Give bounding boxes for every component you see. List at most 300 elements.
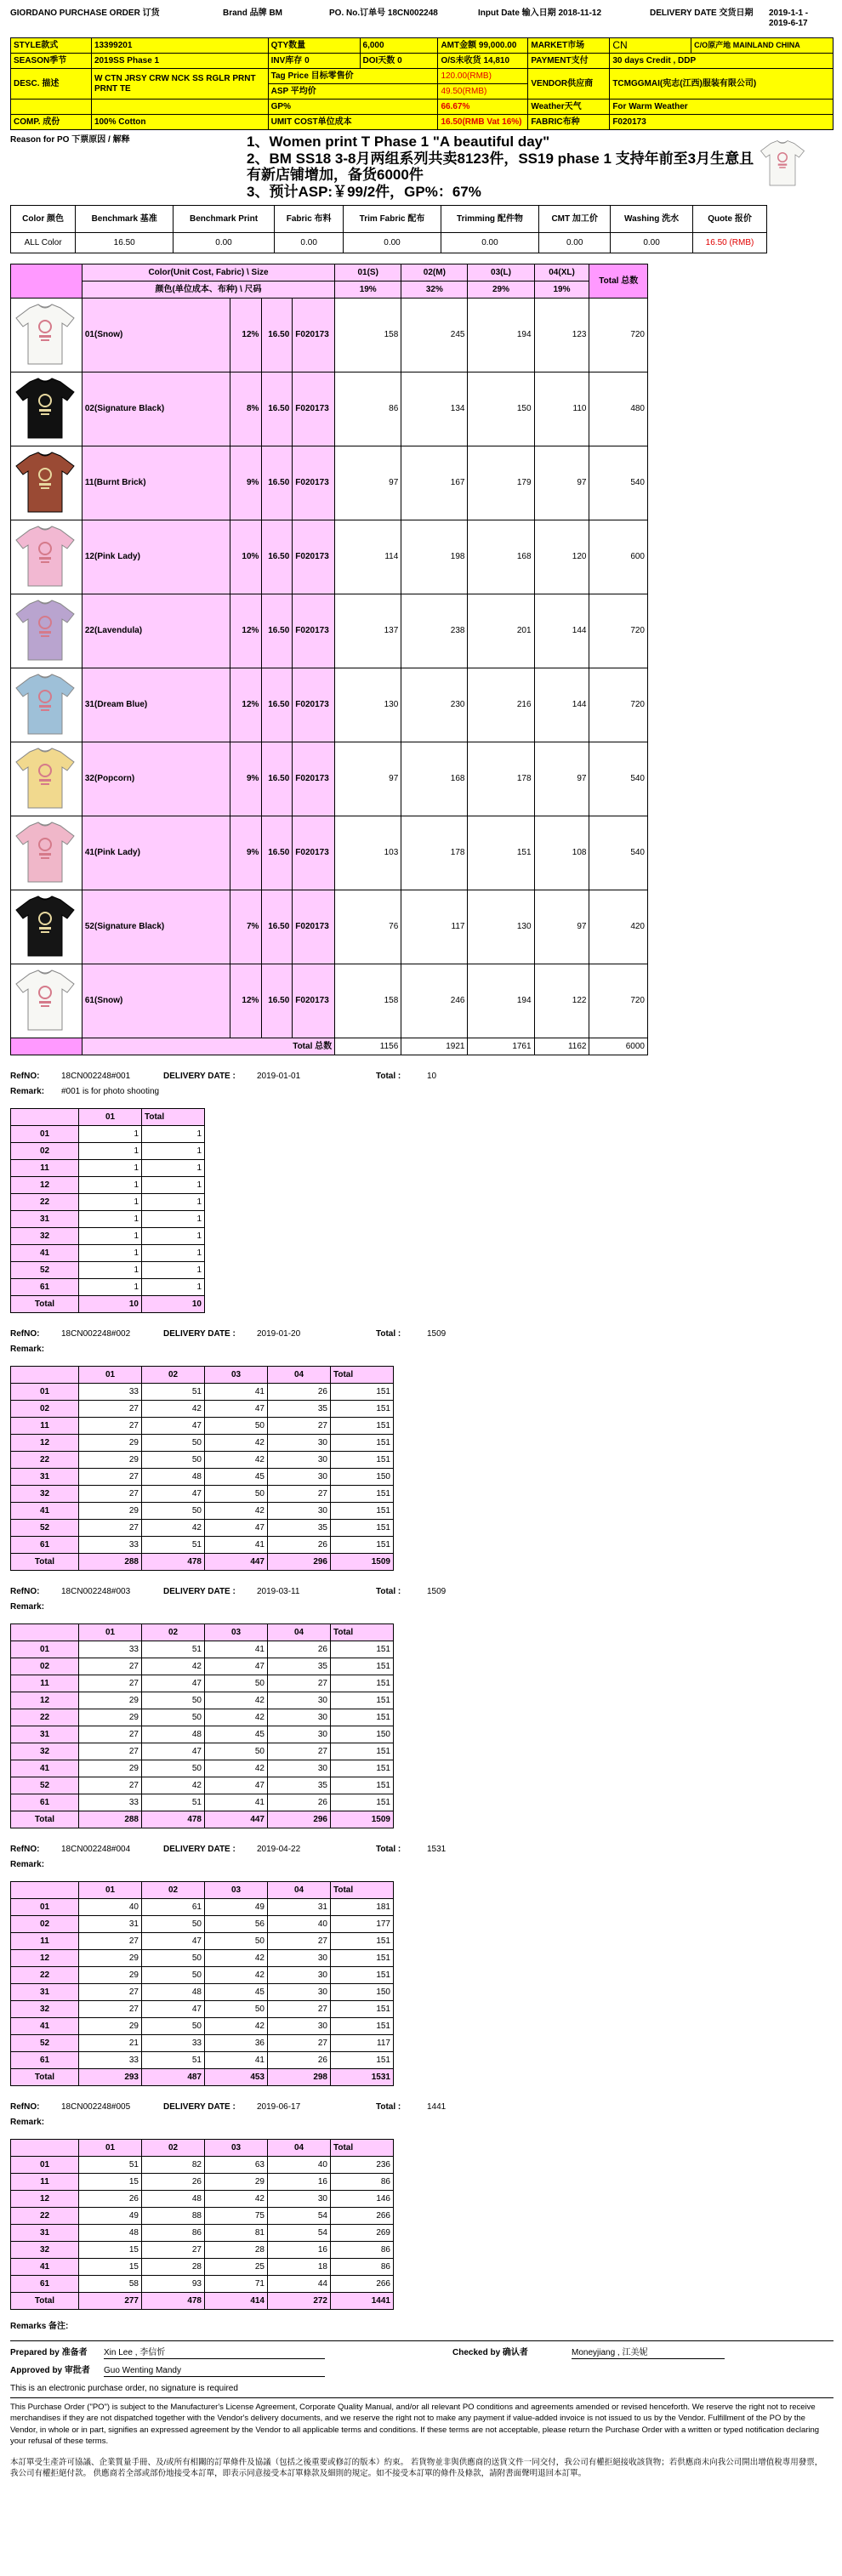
delivery-row	[11, 2018, 394, 2035]
total-qty: 1441	[331, 2293, 394, 2310]
qty-cell: 151	[331, 1384, 394, 1401]
qty-cell: 27	[79, 1933, 142, 1950]
qty-cell: 29	[79, 1503, 142, 1520]
market-value: CN	[610, 38, 691, 54]
qty-cell: 51	[142, 1641, 205, 1658]
cost-value-2: 0.00	[174, 233, 275, 253]
qty-cell: 50	[142, 1503, 205, 1520]
cost-header-1: Benchmark 基准	[76, 206, 174, 233]
color-thumbnail	[11, 668, 82, 742]
reason-text	[247, 134, 757, 205]
main-header-cn: 颜色(单位成本、布种) \ 尺码	[82, 281, 334, 299]
size-qty: 150	[468, 372, 534, 446]
qty-cell: 151	[331, 1950, 394, 1967]
qty-cell: 33	[142, 2035, 205, 2052]
color-pct: 12%	[230, 964, 262, 1038]
qty-cell: 45	[205, 1726, 268, 1743]
size-qty: 97	[534, 742, 589, 816]
delivery-table-header	[11, 1624, 394, 1641]
remark-label: Remark:	[10, 2118, 45, 2127]
total-row-label: Total	[11, 1811, 79, 1828]
size-col-header: 02	[142, 1624, 205, 1641]
color-code: 61	[11, 1279, 79, 1296]
total-qty: 10	[79, 1296, 142, 1313]
size-col-header: 04	[268, 1624, 331, 1641]
qty-cell: 26	[268, 2052, 331, 2069]
qty-cell: 93	[142, 2276, 205, 2293]
qty-cell: 29	[79, 1709, 142, 1726]
cost-header-0: Color 颜色	[11, 206, 76, 233]
delivery-date-value: 2019-01-01	[257, 1072, 301, 1081]
qty-cell: 50	[205, 1933, 268, 1950]
size-col-header: 03	[205, 2140, 268, 2157]
size-qty: 86	[335, 372, 401, 446]
qty-cell: 21	[79, 2035, 142, 2052]
qty-cell: 151	[331, 1486, 394, 1503]
qty-cell: 151	[331, 1418, 394, 1435]
color-code: 32	[11, 1228, 79, 1245]
color-code: 22	[11, 1194, 79, 1211]
qty-cell: 29	[79, 1760, 142, 1777]
size-qty: 245	[401, 299, 468, 372]
grand-total-size-3: 1761	[468, 1038, 534, 1055]
qty-cell: 30	[268, 1452, 331, 1469]
cost-value-0: ALL Color	[11, 233, 76, 253]
vendor-label: VENDOR供应商	[528, 69, 610, 100]
ref-value: 18CN002248#003	[61, 1587, 131, 1596]
corner-cell	[11, 1624, 79, 1641]
checked-by-label: Checked by 确认者	[452, 2348, 528, 2357]
total-qty: 1509	[331, 1554, 394, 1571]
qty-cell: 266	[331, 2208, 394, 2225]
size-qty: 114	[335, 520, 401, 594]
qty-cell: 151	[331, 1658, 394, 1675]
size-pct-3: 29%	[468, 281, 534, 299]
size-col-header: 04	[268, 1882, 331, 1899]
delivery-row	[11, 2052, 394, 2069]
size-col-header: 01	[79, 1624, 142, 1641]
total-col-header: Total	[331, 1882, 394, 1899]
color-fabric: F020173	[293, 964, 335, 1038]
tshirt-icon	[11, 520, 79, 590]
size-pct-1: 19%	[335, 281, 401, 299]
delivery-remark-line	[10, 2115, 833, 2130]
qty-cell: 29	[79, 1452, 142, 1469]
delivery-row	[11, 1794, 394, 1811]
delivery-row	[11, 1384, 394, 1401]
qty-cell: 30	[268, 1503, 331, 1520]
qty-cell: 1	[142, 1228, 205, 1245]
size-col-header: 03	[205, 1367, 268, 1384]
qty-cell: 48	[79, 2225, 142, 2242]
market-label: MARKET市场	[528, 38, 610, 54]
tshirt-icon	[11, 446, 79, 516]
color-name: 12(Pink Lady)	[82, 520, 230, 594]
reason-line-1: 1、Women print T Phase 1 "A beautiful day"	[247, 134, 550, 150]
comp-value: 100% Cotton	[91, 115, 268, 130]
color-name: 02(Signature Black)	[82, 372, 230, 446]
qty-cell: 1	[79, 1194, 142, 1211]
remark-label: Remark:	[10, 1345, 45, 1354]
cost-header-2: Benchmark Print	[174, 206, 275, 233]
qty-cell: 27	[79, 1726, 142, 1743]
qty-cell: 29	[79, 1692, 142, 1709]
size-qty: 123	[534, 299, 589, 372]
delivery-row	[11, 2157, 394, 2174]
remark-label: Remark:	[10, 1087, 45, 1096]
size-qty: 97	[335, 446, 401, 520]
color-code: 12	[11, 2191, 79, 2208]
cost-header-8: Quote 报价	[693, 206, 767, 233]
total-qty: 478	[142, 1554, 205, 1571]
qty-cell: 86	[331, 2174, 394, 2191]
qty-cell: 86	[331, 2259, 394, 2276]
qty-cell: 27	[142, 2242, 205, 2259]
qty-cell: 47	[205, 1658, 268, 1675]
qty-cell: 27	[79, 1743, 142, 1760]
inv-label: INV库存	[270, 55, 303, 65]
delivery-row	[11, 1916, 394, 1933]
qty-cell: 50	[142, 1950, 205, 1967]
total-value: 1509	[427, 1587, 447, 1596]
delivery-date-label: DELIVERY DATE :	[163, 1587, 236, 1596]
total-qty: 288	[79, 1554, 142, 1571]
total-qty: 447	[205, 1811, 268, 1828]
tshirt-icon	[11, 668, 79, 738]
qty-cell: 117	[331, 2035, 394, 2052]
cost-table	[10, 205, 767, 253]
delivery-row	[11, 1418, 394, 1435]
footer	[10, 2322, 833, 2480]
color-pct: 9%	[230, 816, 262, 890]
ref-label: RefNO:	[10, 1329, 40, 1339]
qty-cell: 26	[142, 2174, 205, 2191]
delivery-block	[10, 1842, 833, 2086]
qty-cell: 33	[79, 2052, 142, 2069]
qty-cell: 25	[205, 2259, 268, 2276]
qty-cell: 27	[79, 1469, 142, 1486]
size-qty: 97	[534, 890, 589, 964]
size-qty: 97	[534, 446, 589, 520]
qty-cell: 1	[79, 1211, 142, 1228]
color-code: 01	[11, 1899, 79, 1916]
total-col-header: Total	[331, 1367, 394, 1384]
total-value: 1531	[427, 1845, 447, 1854]
color-thumbnail	[11, 520, 82, 594]
qty-cell: 47	[205, 1777, 268, 1794]
cost-header-6: CMT 加工价	[539, 206, 611, 233]
size-qty: 151	[468, 816, 534, 890]
qty-cell: 27	[79, 1658, 142, 1675]
qty-cell: 151	[331, 1794, 394, 1811]
delivery-row	[11, 1899, 394, 1916]
qty-cell: 42	[142, 1520, 205, 1537]
delivery-row	[11, 1160, 205, 1177]
remark-label: Remark:	[10, 1602, 45, 1612]
corner-cell	[11, 2140, 79, 2157]
qty-cell: 1	[79, 1262, 142, 1279]
color-unit-cost: 16.50	[262, 520, 293, 594]
total-qty: 453	[205, 2069, 268, 2086]
qty-cell: 42	[205, 1452, 268, 1469]
cost-header-7: Washing 洗水	[611, 206, 693, 233]
delivery-table-header	[11, 1367, 394, 1384]
size-qty: 158	[335, 299, 401, 372]
color-total: 480	[589, 372, 648, 446]
qty-cell: 28	[142, 2259, 205, 2276]
qty-cell: 56	[205, 1916, 268, 1933]
qty-cell: 48	[142, 1984, 205, 2001]
style-color-row	[11, 372, 648, 446]
delivery-total-row	[11, 1811, 394, 1828]
color-size-table	[10, 264, 648, 1055]
tag-price-label: Tag Price 目标零售价	[268, 69, 438, 84]
desc-value: W CTN JRSY CRW NCK SS RGLR PRNT PRNT TE	[91, 69, 268, 100]
delivery-row	[11, 1760, 394, 1777]
total-value: 1509	[427, 1329, 447, 1339]
size-qty: 201	[468, 594, 534, 668]
inv-value: 0	[304, 55, 310, 65]
delivery-row	[11, 1641, 394, 1658]
ref-value: 18CN002248#002	[61, 1329, 131, 1339]
grand-total-label: Total 总数	[82, 1038, 334, 1055]
qty-cell: 71	[205, 2276, 268, 2293]
color-thumbnail	[11, 964, 82, 1038]
color-thumbnail	[11, 372, 82, 446]
qty-cell: 30	[268, 1469, 331, 1486]
remark-value: #001 is for photo shooting	[61, 1087, 160, 1096]
ref-value: 18CN002248#004	[61, 1845, 131, 1854]
size-qty: 130	[468, 890, 534, 964]
delivery-remark-line	[10, 1342, 833, 1357]
qty-cell: 28	[205, 2242, 268, 2259]
color-code: 52	[11, 1520, 79, 1537]
document-title: GIORDANO PURCHASE ORDER 订货	[10, 9, 160, 18]
size-qty: 168	[468, 520, 534, 594]
qty-cell: 48	[142, 1726, 205, 1743]
color-thumbnail	[11, 299, 82, 372]
color-code: 01	[11, 1641, 79, 1658]
color-code: 61	[11, 2276, 79, 2293]
color-unit-cost: 16.50	[262, 372, 293, 446]
delivery-date-label: DELIVERY DATE :	[163, 1072, 236, 1081]
qty-cell: 30	[268, 2018, 331, 2035]
cost-value-3: 0.00	[274, 233, 344, 253]
total-qty: 1531	[331, 2069, 394, 2086]
color-code: 22	[11, 1452, 79, 1469]
size-qty: 122	[534, 964, 589, 1038]
reason-line-2: 2、BM SS18 3-8月两组系列共卖8123件，SS19 phase 1 支持年前至3月生意且有新店铺增加，备货6000件	[247, 150, 754, 184]
delivery-ref-line	[10, 2100, 833, 2115]
color-code: 41	[11, 1245, 79, 1262]
qty-cell: 150	[331, 1984, 394, 2001]
qty-cell: 151	[331, 1760, 394, 1777]
color-code: 31	[11, 1726, 79, 1743]
qty-cell: 1	[142, 1160, 205, 1177]
total-header: Total 总数	[589, 264, 648, 299]
delivery-row	[11, 1675, 394, 1692]
color-thumbnail	[11, 890, 82, 964]
qty-cell: 27	[79, 1418, 142, 1435]
delivery-row	[11, 1692, 394, 1709]
reason-line-3: 3、预计ASP:￥99/2件，GP%：67%	[247, 183, 481, 200]
qty-cell: 54	[268, 2225, 331, 2242]
size-col-header: 02	[142, 2140, 205, 2157]
cost-value-7: 0.00	[611, 233, 693, 253]
tshirt-icon	[11, 372, 79, 442]
qty-cell: 27	[268, 1486, 331, 1503]
delivery-row	[11, 2174, 394, 2191]
qty-cell: 42	[205, 1967, 268, 1984]
color-code: 12	[11, 1435, 79, 1452]
delivery-row	[11, 1486, 394, 1503]
color-thumbnail	[11, 446, 82, 520]
delivery-row	[11, 2035, 394, 2052]
delivery-row	[11, 1452, 394, 1469]
color-fabric: F020173	[293, 520, 335, 594]
size-qty: 108	[534, 816, 589, 890]
qty-cell: 42	[205, 1435, 268, 1452]
input-date-value: 2018-11-12	[558, 9, 602, 18]
desc-label: DESC. 描述	[11, 69, 92, 100]
qty-cell: 42	[205, 1709, 268, 1726]
ref-label: RefNO:	[10, 2102, 40, 2112]
product-tshirt-image	[757, 137, 808, 188]
color-unit-cost: 16.50	[262, 299, 293, 372]
ref-label: RefNO:	[10, 1845, 40, 1854]
payment-label: PAYMENT支付	[528, 54, 610, 69]
total-qty: 414	[205, 2293, 268, 2310]
amt-label: AMT金额	[441, 40, 477, 50]
qty-cell: 151	[331, 1503, 394, 1520]
cost-header-5: Trimming 配件物	[441, 206, 539, 233]
color-name: 61(Snow)	[82, 964, 230, 1038]
color-code: 41	[11, 2018, 79, 2035]
qty-cell: 1	[142, 1177, 205, 1194]
delivery-total-row	[11, 1296, 205, 1313]
qty-cell: 27	[268, 1418, 331, 1435]
title-row	[10, 9, 833, 37]
color-name: 01(Snow)	[82, 299, 230, 372]
qty-cell: 151	[331, 2052, 394, 2069]
amt-value: 99,000.00	[478, 40, 517, 50]
fabric-value: F020173	[610, 115, 833, 130]
cost-value-5: 0.00	[441, 233, 539, 253]
delivery-row	[11, 1658, 394, 1675]
delivery-date-label: DELIVERY DATE 交货日期	[650, 9, 754, 18]
qty-cell: 151	[331, 1452, 394, 1469]
size-col-header: 03	[205, 1624, 268, 1641]
color-code: 31	[11, 1211, 79, 1228]
reason-label: Reason for PO 下票原因 / 解释	[10, 135, 130, 145]
delivery-row	[11, 2242, 394, 2259]
color-total: 420	[589, 890, 648, 964]
color-code: 52	[11, 2035, 79, 2052]
qty-cell: 27	[79, 1486, 142, 1503]
delivery-date-label: DELIVERY DATE :	[163, 2102, 236, 2112]
qty-cell: 30	[268, 1692, 331, 1709]
style-color-row	[11, 890, 648, 964]
gp-value: 66.67%	[438, 100, 528, 115]
qty-cell: 51	[142, 1384, 205, 1401]
total-qty: 447	[205, 1554, 268, 1571]
qty-cell: 35	[268, 1658, 331, 1675]
delivery-row	[11, 1435, 394, 1452]
size-qty: 144	[534, 668, 589, 742]
qty-cell: 88	[142, 2208, 205, 2225]
delivery-date-value: 2019-04-22	[257, 1845, 301, 1854]
grand-total-size-4: 1162	[534, 1038, 589, 1055]
total-label: Total :	[376, 1845, 401, 1854]
total-qty: 487	[142, 2069, 205, 2086]
asp-value: 49.50(RMB)	[438, 84, 528, 100]
vendor-value: TCMGGMAI(宪志(江西)服装有限公司)	[610, 69, 833, 100]
qty-cell: 49	[205, 1899, 268, 1916]
size-qty: 76	[335, 890, 401, 964]
po-value: 18CN002248	[387, 9, 438, 18]
qty-cell: 181	[331, 1899, 394, 1916]
corner-cell	[11, 1109, 79, 1126]
delivery-size-table	[10, 1366, 394, 1571]
qty-cell: 47	[142, 1933, 205, 1950]
unit-cost-label: UMIT COST单位成本	[268, 115, 438, 130]
size-col-header: 01	[79, 1109, 142, 1126]
remark-label: Remark:	[10, 1860, 45, 1869]
qty-cell: 31	[268, 1899, 331, 1916]
qty-cell: 33	[79, 1384, 142, 1401]
delivery-block	[10, 1327, 833, 1571]
qty-cell: 40	[79, 1899, 142, 1916]
qty-cell: 41	[205, 1641, 268, 1658]
qty-cell: 61	[142, 1899, 205, 1916]
color-code: 32	[11, 2001, 79, 2018]
delivery-row	[11, 1537, 394, 1554]
total-qty: 10	[142, 1296, 205, 1313]
qty-cell: 15	[79, 2242, 142, 2259]
style-color-row	[11, 668, 648, 742]
qty-cell: 50	[142, 1760, 205, 1777]
qty-cell: 1	[79, 1228, 142, 1245]
qty-cell: 30	[268, 1984, 331, 2001]
total-col-header: Total	[331, 2140, 394, 2157]
qty-cell: 151	[331, 2001, 394, 2018]
delivery-row	[11, 1126, 205, 1143]
qty-cell: 30	[268, 1435, 331, 1452]
qty-cell: 151	[331, 1401, 394, 1418]
qty-cell: 42	[142, 1401, 205, 1418]
delivery-row	[11, 1743, 394, 1760]
color-unit-cost: 16.50	[262, 594, 293, 668]
qty-cell: 1	[142, 1211, 205, 1228]
main-header-en: Color(Unit Cost, Fabric) \ Size	[82, 264, 334, 281]
qty-cell: 26	[268, 1794, 331, 1811]
size-qty: 246	[401, 964, 468, 1038]
qty-cell: 50	[205, 1418, 268, 1435]
delivery-row	[11, 1262, 205, 1279]
color-code: 52	[11, 1262, 79, 1279]
size-qty: 110	[534, 372, 589, 446]
po-label: PO. No.订单号	[329, 9, 386, 18]
delivery-date-value: 2019-1-1 - 2019-6-17	[769, 9, 809, 28]
po-info-table	[10, 37, 833, 130]
electronic-notice: This is an electronic purchase order, no signature is required	[10, 2384, 238, 2393]
size-col-header: 01	[79, 1367, 142, 1384]
qty-cell: 82	[142, 2157, 205, 2174]
total-qty: 277	[79, 2293, 142, 2310]
color-name: 52(Signature Black)	[82, 890, 230, 964]
brand-label: Brand 品牌	[223, 9, 267, 18]
tshirt-icon	[11, 299, 79, 368]
